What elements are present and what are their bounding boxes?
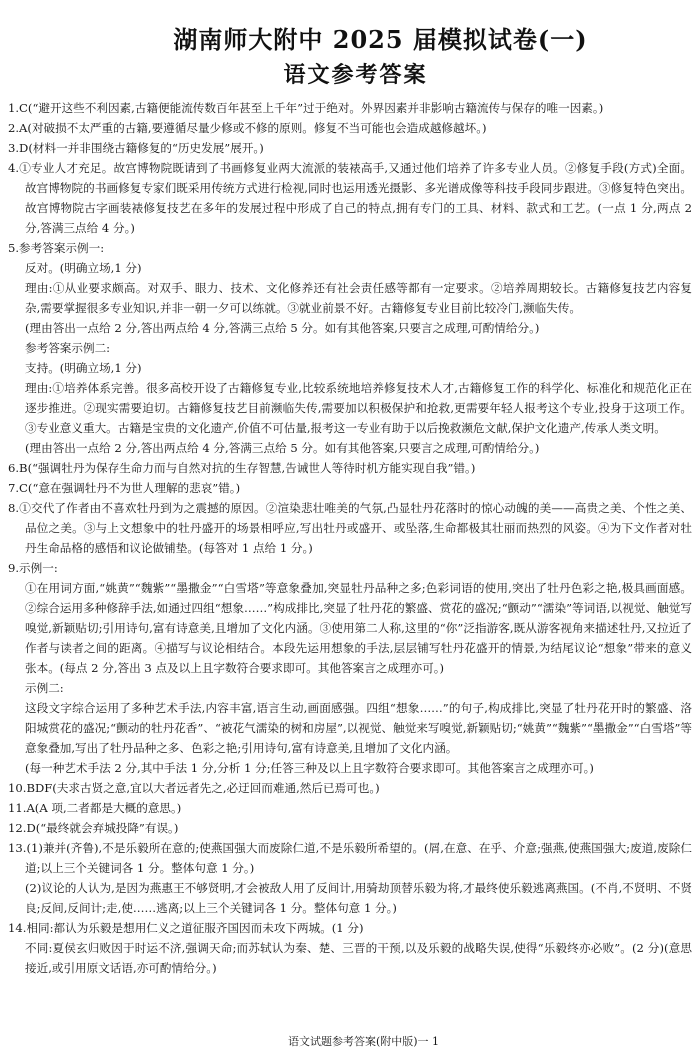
answer-paragraph: 这段文字综合运用了多种艺术手法,内容丰富,语言生动,画面感强。四组“想象……”的句子,构成排比,突显了牡丹花开时的繁盛、洛阳城赏花的盛况;“颤动的牡丹花香”、“被花气濡染的树和房屋”,以视觉、触觉来写嗅觉,新颖贴切;“姚黄”“魏紫”“墨撒金”“白雪塔”等意象叠加,写出了牡丹品种之多、色彩之艳;引用诗句,富有诗意美,且增加了文化内涵。 bbox=[25, 701, 692, 755]
answer-item: 6.B(“强调牡丹为保存生命力而与自然对抗的生存智慧,告诫世人等待时机方能实现自我”错。) bbox=[8, 461, 476, 475]
answer-paragraph: (2)议论的人认为,是因为燕惠王不够贤明,才会被敌人用了反间计,用骑劫顶替乐毅为将,才最终使乐毅逃离燕国。(不肖,不贤明、不贤良;反间,反间计;走,使……逃离;以上三个关键词各 1 分。整体句意 1 分。) bbox=[25, 881, 692, 915]
answer-paragraph: (理由答出一点给 2 分,答出两点给 4 分,答满三点给 5 分。如有其他答案,只要言之成理,可酌情给分。) bbox=[25, 441, 540, 455]
answer-paragraph: (每一种艺术手法 2 分,其中手法 1 分,分析 1 分;任答三种及以上且字数符合要求即可。其他答案言之成理亦可。) bbox=[25, 761, 594, 775]
answer-item: 10.BDF(夫求古贤之意,宜以大者远者先之,必迂回而难通,然后已焉可也。) bbox=[8, 781, 380, 795]
answer-item: 3.D(材料一并非围绕古籍修复的“历史发展”展开。) bbox=[8, 141, 264, 155]
answer-item: 13.(1)兼并(齐鲁),不是乐毅所在意的;使燕国强大而废除仁道,不是乐毅所希望的。(屑,在意、在乎、介意;强燕,使燕国强大;废道,废除仁道;以上三个关键词各 1 分。整体句意 1 分。) bbox=[8, 841, 692, 875]
answer-item: 12.D(“最终就会弃城投降”有误。) bbox=[8, 821, 179, 835]
answer-item: 8.①交代了作者由不喜欢牡丹到为之震撼的原因。②渲染悲壮唯美的气氛,凸显牡丹花落时的惊心动魄的美——高贵之美、个性之美、品位之美。③与上文想象中的牡丹盛开的场景相呼应,写出牡丹或盛开、或坠落,生命都极其壮丽而热烈的风姿。④为下文作者对牡丹生命品格的感悟和议论做铺垫。(每答对 1 点给 1 分。) bbox=[8, 501, 692, 555]
answer-list bbox=[8, 98, 696, 978]
answer-item: 1.C(“避开这些不利因素,古籍便能流传数百年甚至上千年”过于绝对。外界因素并非影响古籍流传与保存的唯一因素。) bbox=[8, 101, 604, 115]
answer-paragraph: 示例二: bbox=[25, 681, 64, 695]
answer-item: 14.相同:都认为乐毅是想用仁义之道征服齐国因而未攻下两城。(1 分) bbox=[8, 921, 364, 935]
answer-key-heading: 语文参考答案 bbox=[283, 62, 428, 88]
answer-paragraph: 理由:①从业要求颇高。对双手、眼力、技术、文化修养还有社会责任感等都有一定要求。②培养周期较长。古籍修复技艺内容复杂,需要掌握很多专业知识,并非一朝一夕可以练就。③就业前景不好。古籍修复专业目前比较冷门,濒临失传。 bbox=[25, 281, 692, 315]
answer-paragraph: (理由答出一点给 2 分,答出两点给 4 分,答满三点给 5 分。如有其他答案,只要言之成理,可酌情给分。) bbox=[25, 321, 540, 335]
page-footer: 语文试题参考答案(附中版)一 1 bbox=[287, 1035, 440, 1048]
answer-paragraph: 理由:①培养体系完善。很多高校开设了古籍修复专业,比较系统地培养修复技术人才,古籍修复工作的科学化、标准化和规范化正在逐步推进。②现实需要迫切。古籍修复技艺目前濒临失传,需要加以积极保护和抢救,更需要年轻人报考这个专业,投身于这项工作。③专业意义重大。古籍是宝贵的文化遗产,价值不可估量,报考这一专业有助于以后挽救濒危文献,保护文化遗产,传承人类文明。 bbox=[25, 381, 692, 435]
answer-paragraph: 参考答案示例二: bbox=[25, 341, 111, 355]
answer-item: 11.A(A 项,二者都是大概的意思。) bbox=[8, 801, 182, 815]
exam-title: 湖南师大附中 2025 届模拟试卷(一) bbox=[173, 25, 588, 54]
answer-paragraph: 反对。(明确立场,1 分) bbox=[25, 261, 142, 275]
answer-item: 4.①专业人才充足。故宫博物院既请到了书画修复业两大流派的装裱高手,又通过他们培养了许多专业人员。②修复手段(方式)全面。故宫博物院的书画修复专家们既采用传统方式进行检视,同时也运用透光摄影、多光谱成像等科技手段同步跟进。③修复特色突出。故宫博物院古字画装裱修复技艺在多年的发展过程中形成了自己的特点,拥有专门的工具、材料、款式和工艺。(一点 1 分,两点 2 分,答满三点给 4 分。) bbox=[8, 161, 696, 235]
answer-item: 2.A(对破损不太严重的古籍,要遵循尽量少修或不修的原则。修复不当可能也会造成越修越坏。) bbox=[8, 121, 487, 135]
answer-item: 5.参考答案示例一: bbox=[8, 241, 105, 255]
answer-item: 9.示例一: bbox=[8, 561, 58, 575]
answer-paragraph: ①在用词方面,“姚黄”“魏紫”“墨撒金”“白雪塔”等意象叠加,突显牡丹品种之多;色彩词语的使用,突出了牡丹色彩之艳,极具画面感。②综合运用多种修辞手法,如通过四组“想象……”构成排比,突显了牡丹花的繁盛、赏花的盛况;“颤动”“濡染”等词语,以视觉、触觉写嗅觉,新颖贴切;引用诗句,富有诗意美,且增加了文化内涵。③使用第二人称,这里的“你”泛指游客,既从游客视角来描述牡丹,又拉近了作者与读者之间的距离。④描写与议论相结合。本段先运用想象的手法,层层铺写牡丹花盛开的情景,为结尾议论“想象”带来的意义张本。(每点 2 分,答出 3 点及以上且字数符合要求即可。其他答案言之成理亦可。) bbox=[25, 581, 692, 675]
answer-item: 7.C(“意在强调牡丹不为世人理解的悲哀”错。) bbox=[8, 481, 241, 495]
answer-paragraph: 不同:夏侯玄归败因于时运不济,强调天命;而苏轼认为秦、楚、三晋的干预,以及乐毅的战略失误,使得“乐毅终亦必败”。(2 分)(意思接近,或引用原文话语,亦可酌情给分。) bbox=[25, 941, 692, 975]
answer-paragraph: 支持。(明确立场,1 分) bbox=[25, 361, 142, 375]
